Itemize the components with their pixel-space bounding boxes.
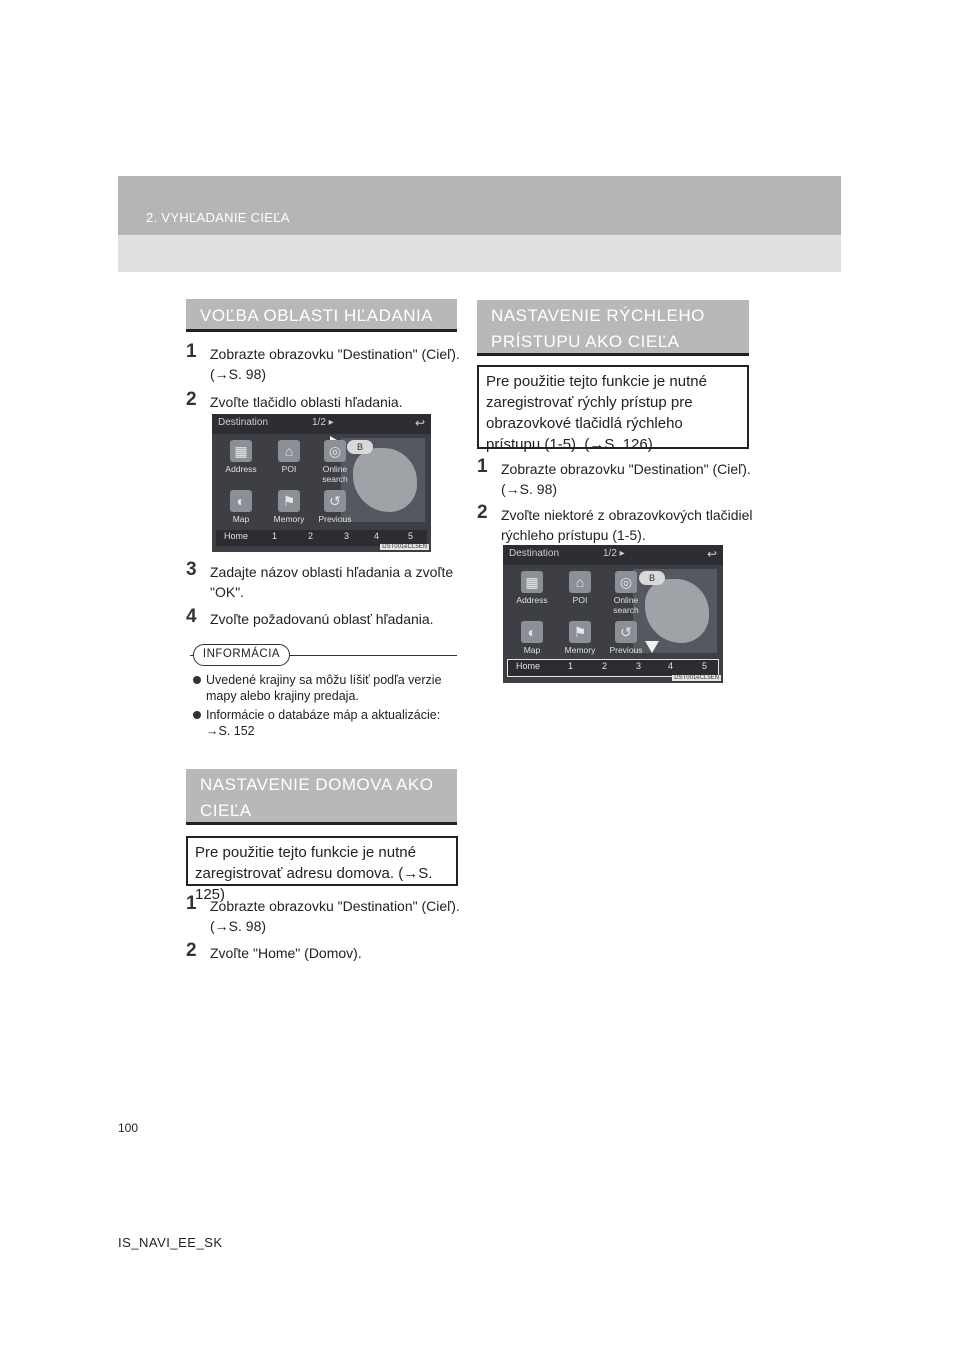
map-badge: B [347,440,373,454]
screen-button-previous: ↺ Previous [312,490,358,530]
screen-button-memory: ⚑ Memory [266,490,312,530]
screen-button-map: ◐ Map [218,490,264,530]
screen-button-map: ◐ Map [509,621,555,661]
step-item [186,389,461,412]
step-item [186,893,461,936]
screen-button-memory: ⚑ Memory [557,621,603,661]
step-text: Zvoľte tlačidlo oblasti hľadania. [210,394,403,410]
europe-map-icon: B [633,569,717,653]
step-text: Zobrazte obrazovku "Destination" (Cieľ). (→S. 98) [210,898,460,934]
step-item [477,502,755,545]
screen-title-bar [212,414,431,434]
section-heading-home: NASTAVENIE DOMOVA AKO CIEĽA [186,769,457,825]
step-item [186,559,461,602]
section-heading-quick-access: NASTAVENIE RÝCHLEHO PRÍSTUPU AKO CIEĽA [477,300,749,356]
step-text: Zobrazte obrazovku "Destination" (Cieľ). (→S. 98) [210,346,460,382]
screen-button-online-search: ◎ Online search [603,571,649,611]
back-icon: ↩ [706,547,717,561]
step-text: Zvoľte "Home" (Domov). [210,945,362,961]
info-label: INFORMÁCIA [193,644,290,666]
destination-screen-image [212,414,431,552]
screen-page-indicator: 1/2 ▸ [312,417,334,428]
back-icon: ↩ [414,416,425,430]
step-number: 1 [186,893,197,914]
quick-access-row: Home 1 2 3 4 5 [507,659,719,677]
europe-shape [353,448,417,512]
step-number: 2 [186,940,197,961]
step-item [186,341,461,384]
page-header [118,176,841,272]
image-code: DST001eCL5EN [382,544,427,550]
screen-button-address: ▦ Address [509,571,555,611]
section-heading-search-area [186,299,457,332]
screen-button-poi: ⌂ POI [266,440,312,480]
screen-title: Destination [218,417,269,428]
step-number: 2 [477,502,488,523]
screen-button-address: ▦ Address [218,440,264,480]
page-header-dark-band [118,176,841,235]
step-item [477,456,755,499]
step-item [186,940,461,963]
screen-title-bar: Destination 1/2 ▸ ↩ [503,545,723,565]
chapter-title: 2. VYHĽADANIE CIEĽA [146,210,290,225]
document-code: IS_NAVI_EE_SK [118,1235,223,1250]
step-text: Zadajte názov oblasti hľadania a zvoľte "OK". [210,564,454,600]
section-heading-text: VOĽBA OBLASTI HĽADANIA [200,306,434,325]
step-number: 1 [477,456,488,477]
step-number: 4 [186,606,197,627]
step-number: 1 [186,341,197,362]
destination-screen-image [503,545,723,683]
note-box: Pre použitie tejto funkcie je nutné zaregistrovať adresu domova. (→S. 125) [186,836,458,886]
screen-button-previous: ↺ Previous [603,621,649,661]
step-number: 3 [186,559,197,580]
screen-button-poi: ⌂ POI [557,571,603,611]
page-number: 100 [118,1121,139,1135]
info-bullet: Uvedené krajiny sa môžu líšiť podľa verzie mapy alebo krajiny predaja. [193,672,459,704]
step-text: Zobrazte obrazovku "Destination" (Cieľ). (→S. 98) [501,461,751,497]
quick-access-row: Home 1 2 3 4 5 [216,530,427,546]
step-item [186,606,461,629]
image-code: DST001eCL5EN [674,675,719,681]
step-text: Zvoľte požadovanú oblasť hľadania. [210,611,434,627]
step-text: Zvoľte niektoré z obrazovkových tlačidiel rýchleho prístupu (1-5). [501,507,753,543]
screen-button-online-search: ◎ Online search [312,440,358,480]
note-box: Pre použitie tejto funkcie je nutné zaregistrovať rýchly prístup pre obrazovkové tlačidlá rýchleho prístupu (1-5). (→S. 126) [477,365,749,449]
bullet-dot-icon [193,676,201,684]
bullet-dot-icon [193,711,201,719]
info-bullet: Informácie o databáze máp a aktualizácie: →S. 152 [193,707,459,739]
step-number: 2 [186,389,197,410]
